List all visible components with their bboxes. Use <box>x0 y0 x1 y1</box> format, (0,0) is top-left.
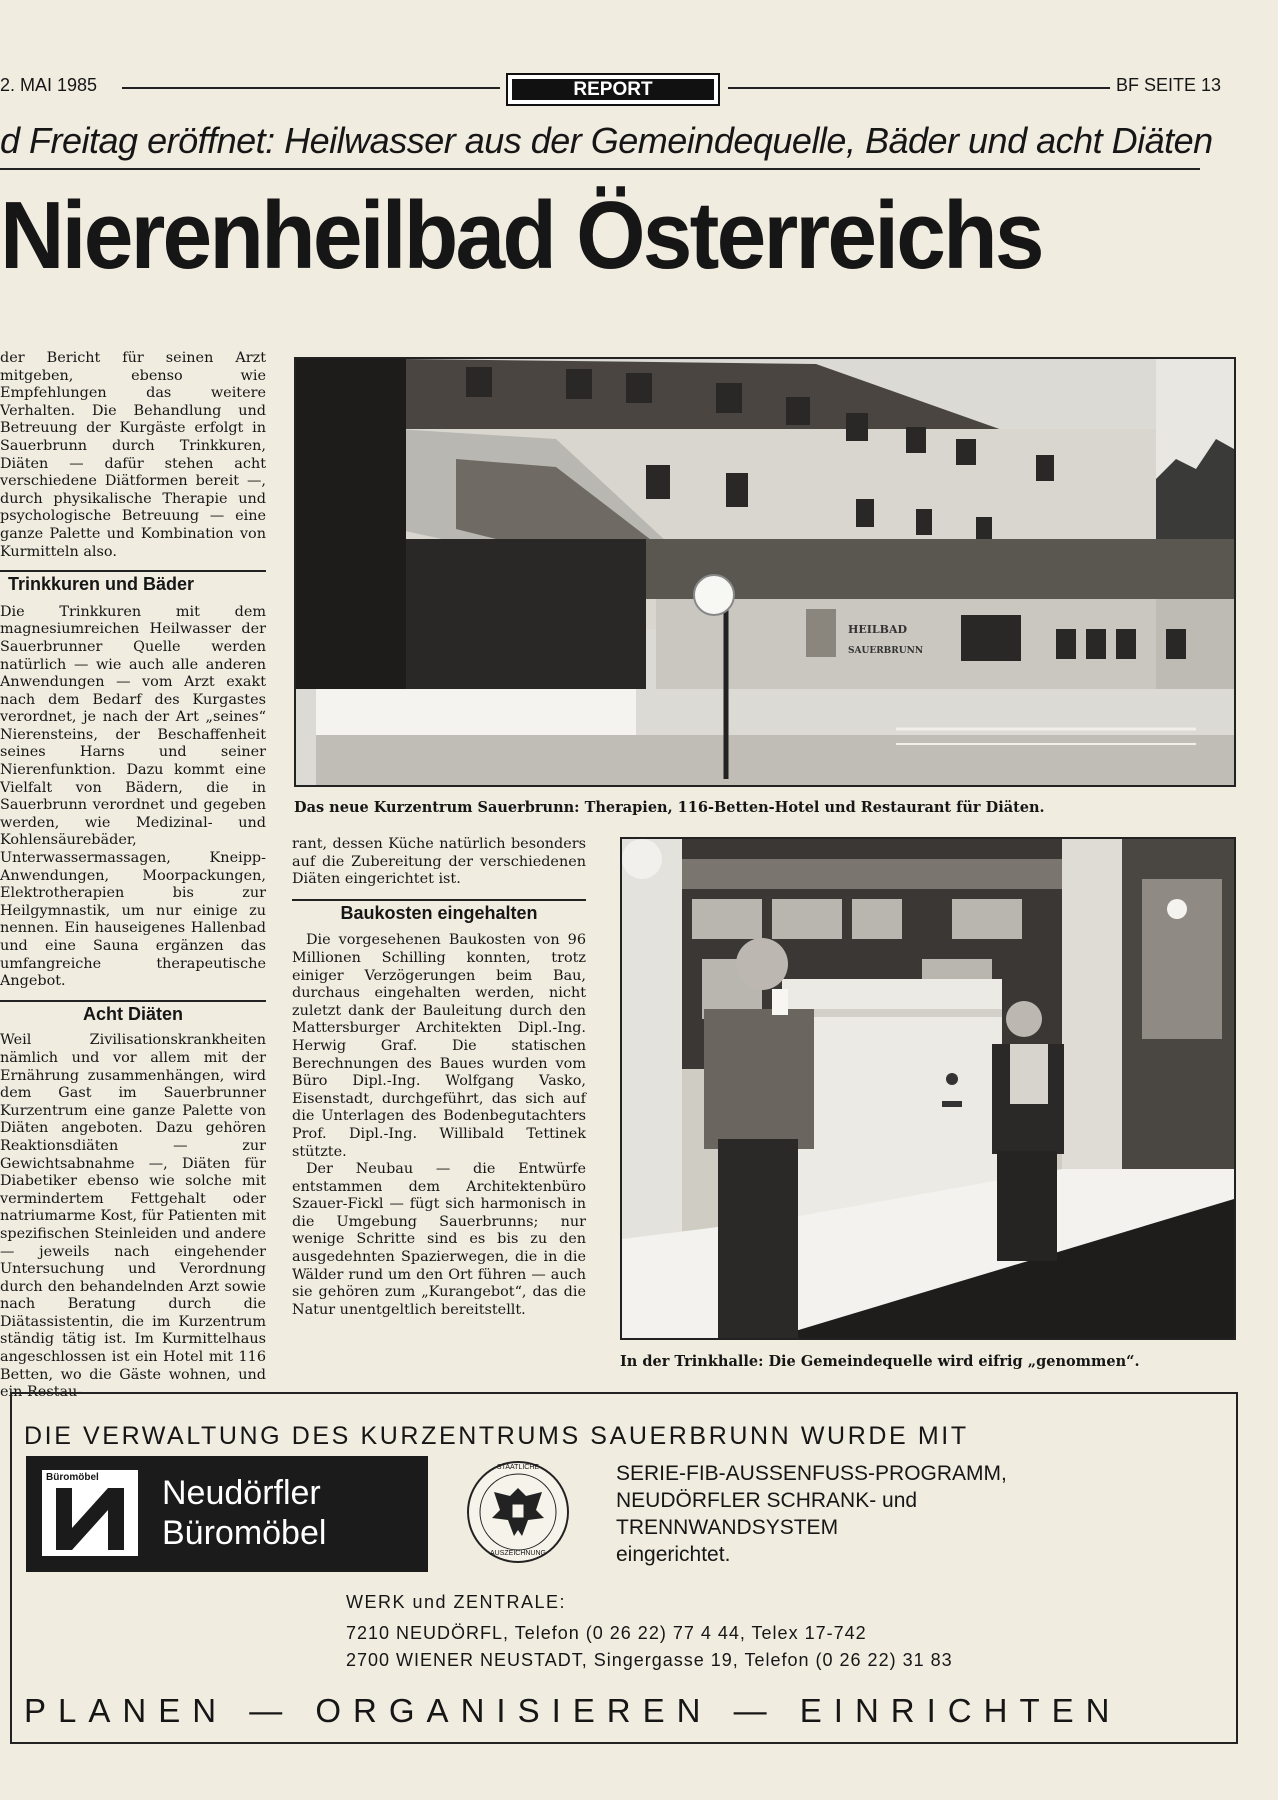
address-wiener-neustadt: 2700 WIENER NEUSTADT, Singergasse 19, Telefon (0 26 22) 31 83 <box>346 1650 953 1670</box>
col2-heading-baukosten: Baukosten eingehalten <box>292 899 586 923</box>
article-headline: Nierenheilbad Österreichs <box>0 182 1042 289</box>
photo-trinkhalle <box>620 837 1236 1340</box>
photo2-caption: In der Trinkhalle: Die Gemeindequelle wird eifrig „genommen“. <box>620 1353 1140 1370</box>
photo1-caption: Das neue Kurzentrum Sauerbrunn: Therapien, 116-Betten-Hotel und Restaurant für Diäten. <box>294 799 1045 816</box>
address-neudoerfl: 7210 NEUDÖRFL, Telefon (0 26 22) 77 4 44, Telex 17-742 <box>346 1623 867 1643</box>
state-award-seal <box>466 1460 570 1564</box>
sign-heilbad: HEILBAD <box>848 623 908 636</box>
seal-bottom-text: AUSZEICHNUNG <box>489 1550 546 1557</box>
article-column-1 <box>0 350 266 1402</box>
address-label: WERK und ZENTRALE: <box>346 1592 567 1612</box>
logo-small-text: Büromöbel <box>46 1472 99 1483</box>
trinkhalle-illustration <box>622 839 1234 1338</box>
brand-line-2: Büromöbel <box>162 1514 327 1552</box>
eagle-seal-icon <box>466 1460 570 1564</box>
advertisement-box <box>10 1392 1238 1744</box>
product-list <box>616 1460 1007 1568</box>
ad-headline: DIE VERWALTUNG DES KURZENTRUMS SAUERBRUNN WURDE MIT <box>24 1422 969 1450</box>
product-line-2: NEUDÖRFLER SCHRANK- und <box>616 1489 918 1512</box>
building-illustration <box>296 359 1234 785</box>
col2-paragraph-2: Der Neubau — die Entwürfe entstammen dem Architektenbüro Szauer-Fickl — fügt sich harmonisch in die Umgebung Sauerbrunns; nur wenige Schritte sind es bis zu den ausgedehnten Spazierwegen, die in die Wälder rund um den Ort führen — auch sie gehören zum „Kurangebot“, das die Natur unentgeltlich bereitstellt. <box>292 1161 586 1318</box>
brand-line-1: Neudörfler <box>162 1474 321 1512</box>
col1-heading-diaeten: Acht Diäten <box>0 1000 266 1024</box>
neudoerfler-logo <box>26 1456 428 1572</box>
header-rule-right <box>728 87 1110 89</box>
photo-kurzentrum-building <box>294 357 1236 787</box>
section-label: REPORT <box>512 79 714 100</box>
issue-date: 2. MAI 1985 <box>0 75 98 95</box>
product-line-4: eingerichtet. <box>616 1543 731 1566</box>
col2-paragraph-1: Die vorgesehenen Baukosten von 96 Millionen Schilling konnten, trotz einiger Verzögerungen beim Bau, durchaus eingehalten werden, nicht zuletzt dank der Bauleitung durch den Mattersburger Architekten Dipl.-Ing. Herwig Graf. Die statischen Berechnungen des Baues wurden vom Büro Dipl.-Ing. Wolfgang Vasko, Eisenstadt, durchgeführt, das sich auf die Unterlagen des Bodenbegutachters Prof. Dipl.-Ing. Willibald Tettinek stützte. <box>292 932 586 1160</box>
section-tag <box>506 73 720 106</box>
seal-top-text: STAATLICHE <box>496 1464 540 1471</box>
col1-text-diaeten: Weil Zivilisationskrankheiten nämlich und vor allem mit der Ernährung zusammenhängen, wird dem Gast im Sauerbrunner Kurzentrum eine ganze Palette von Diäten angeboten. Dazu gehören Reaktionsdiäten — zur Gewichtsabnahme —, Diäten für Diabetiker ebenso wie solche mit vermindertem Fettgehalt oder natriumarme Kost, für Patienten mit spezifischen Steinleiden und andere — jeweils nach eingehender Untersuchung und Verordnung durch den behandelnden Arzt sowie nach Beratung durch die Diätassistentin, die im Kurzentrum ständig tätig ist. Im Kurmittelhaus angeschlossen ist ein Hotel mit 116 Betten, wo die Gäste wohnen, und ein Restau- <box>0 1032 266 1401</box>
article-column-2 <box>292 836 586 1319</box>
col1-text-trinkkuren: Die Trinkkuren mit dem magnesiumreichen Heilwasser der Sauerbrunner Quelle werden natürlich — wie auch alle anderen Anwendungen — vom Arzt exakt nach dem Bedarf des Kurgastes verordnet, je nach der Art „seines“ Nierensteins, der Beschaffenheit seines Harns und seiner Nierenfunktion. Dazu kommt eine Vielfalt von Bädern, die in Sauerbrunn verordnet und gegeben werden, wie Medizinal- und Kohlensäurebäder, Unterwassermassagen, Kneipp-Anwendungen, Moorpackungen, Elektrotherapien bis zur Heilgymnastik, um nur einige zu nennen. Ein hauseigenes Hallenbad und eine Sauna ergänzen das umfangreiche therapeutische Angebot. <box>0 603 266 990</box>
product-line-1: SERIE-FIB-AUSSENFUSS-PROGRAMM, <box>616 1462 1007 1485</box>
col2-intro: rant, dessen Küche natürlich besonders auf die Zubereitung der verschiedenen Diäten eingerichtet ist. <box>292 836 586 888</box>
product-line-3: TRENNWANDSYSTEM <box>616 1516 839 1539</box>
logo-emblem <box>42 1470 138 1556</box>
ad-slogan: PLANEN — ORGANISIEREN — EINRICHTEN <box>24 1692 1122 1729</box>
subtitle-rule <box>0 168 1200 170</box>
col1-intro: der Bericht für seinen Arzt mitgeben, ebenso wie Empfehlungen das weitere Verhalten. Die Behandlung und Betreuung der Kurgäste erfolgt in Sauerbrunn durch Trinkkuren, Diäten — dafür stehen acht verschiedene Diätformen bereit —, durch physikalische Therapie und psychologische Betreuung — eine ganze Palette und Kombination von Kurmitteln also. <box>0 350 266 560</box>
sign-sauerbrunn: SAUERBRUNN <box>848 646 924 656</box>
n-logo-icon <box>56 1488 124 1550</box>
article-subtitle: d Freitag eröffnet: Heilwasser aus der Gemeindequelle, Bäder und acht Diäten <box>0 120 1213 161</box>
col1-heading-trinkkuren: Trinkkuren und Bäder <box>0 570 266 594</box>
page-number: BF SEITE 13 <box>1116 75 1222 95</box>
header-rule-left <box>122 87 500 89</box>
